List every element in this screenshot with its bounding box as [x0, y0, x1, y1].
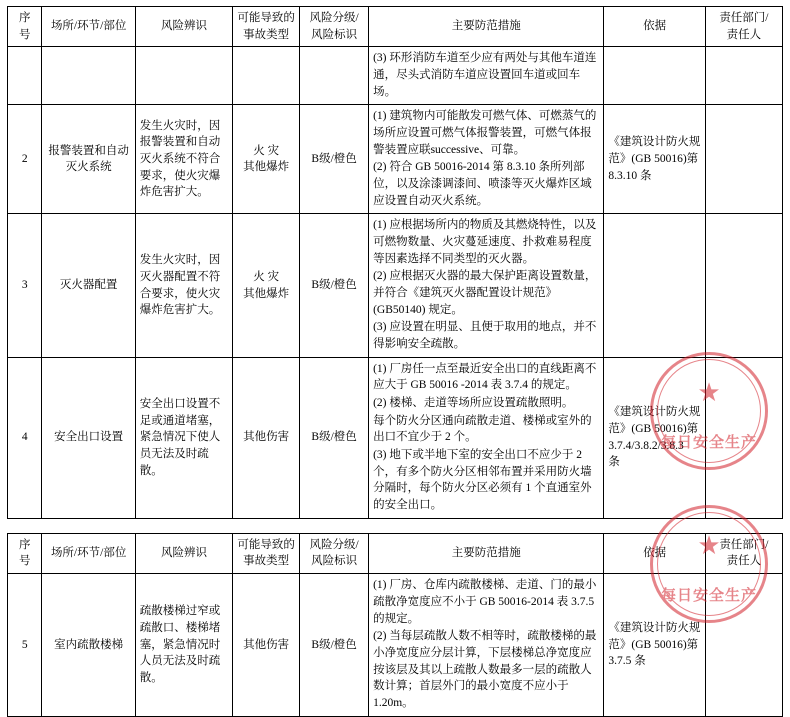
table-section-2 — [0, 533, 790, 717]
cell-seq: 4 — [8, 357, 42, 518]
cell-resp — [705, 214, 782, 357]
cell-risk: 疏散楼梯过窄或疏散口、楼梯堵塞，紧急情况时人员无法及时疏散。 — [135, 574, 232, 716]
header-basis: 依据 — [604, 533, 705, 573]
cell-measures: (1) 应根据场所内的物质及其燃烧特性，以及可燃物数量、火灾蔓延速度、扑救难易程度等因素选择不同类型的灭火器。 (2) 应根据灭火器的最大保护距离设置数量，并符合《建筑灭火器配置设计规范》(GB50140) 规定。 (3) 应设置在明显、且便于取用的地点，并不得影响安全疏散。 — [369, 214, 604, 357]
header-resp: 责任部门/ 责任人 — [705, 533, 782, 573]
cell-basis: 《建筑设计防火规 范》(GB 50016)第 8.3.10 条 — [604, 105, 705, 214]
cell-accident — [233, 47, 300, 105]
header-accident: 可能导致的 事故类型 — [233, 7, 300, 47]
cell-seq — [8, 47, 42, 105]
cell-measures: (1) 厂房、仓库内疏散楼梯、走道、门的最小疏散净宽度应不小于 GB 50016-2014 表 3.7.5 的规定。 (2) 当每层疏散人数不相等时，疏散楼梯的最小净宽度应分层计算，下层楼梯总净宽度应按该层及其以上疏散人数最多一层的疏散人数计算；首层外门的最小宽度不应小于 1.20m。 — [369, 574, 604, 716]
cell-measures: (1) 建筑物内可能散发可燃气体、可燃蒸气的场所应设置可燃气体报警装置，可燃气体报警装置应联successive、可靠。 (2) 符合 GB 50016-2014 第 8.3.10 条所列部位，以及涂漆调漆间、喷漆等灭火爆炸区域应设置自动灭火系统。 — [369, 105, 604, 214]
cell-level: B级/橙色 — [300, 357, 369, 518]
cell-seq: 3 — [8, 214, 42, 357]
header-accident: 可能导致的 事故类型 — [233, 533, 300, 573]
cell-resp — [705, 574, 782, 716]
cell-resp — [705, 105, 782, 214]
cell-basis — [604, 214, 705, 357]
header-measures: 主要防范措施 — [369, 533, 604, 573]
cell-basis: 《建筑设计防火规 范》(GB 50016)第 3.7.5 条 — [604, 574, 705, 716]
table-row — [8, 574, 783, 716]
page-break-gap — [0, 519, 790, 533]
cell-accident: 其他伤害 — [233, 357, 300, 518]
table-header-row — [8, 7, 783, 47]
table-row — [8, 105, 783, 214]
risk-table-2 — [7, 533, 783, 717]
cell-risk — [135, 47, 232, 105]
cell-measures: (3) 环形消防车道至少应有两处与其他车道连通，尽头式消防车道应设置回车道或回车场。 — [369, 47, 604, 105]
table-header-row — [8, 533, 783, 573]
star-icon: ★ — [697, 531, 721, 560]
cell-accident: 火 灾 其他爆炸 — [233, 105, 300, 214]
cell-risk: 发生火灾时，因灭火器配置不符合要求，使火灾爆炸危害扩大。 — [135, 214, 232, 357]
header-place: 场所/环节/部位 — [42, 533, 135, 573]
header-risk: 风险辨识 — [135, 7, 232, 47]
table-row — [8, 47, 783, 105]
cell-resp — [705, 357, 782, 518]
cell-level: B级/橙色 — [300, 105, 369, 214]
header-resp: 责任部门/ 责任人 — [705, 7, 782, 47]
table-row — [8, 357, 783, 518]
header-level: 风险分级/ 风险标识 — [300, 533, 369, 573]
header-basis: 依据 — [604, 7, 705, 47]
cell-place: 灭火器配置 — [42, 214, 135, 357]
cell-level — [300, 47, 369, 105]
cell-seq: 5 — [8, 574, 42, 716]
cell-seq: 2 — [8, 105, 42, 214]
header-seq: 序 号 — [8, 7, 42, 47]
header-risk: 风险辨识 — [135, 533, 232, 573]
header-level: 风险分级/ 风险标识 — [300, 7, 369, 47]
cell-place: 报警装置和自动灭火系统 — [42, 105, 135, 214]
cell-risk: 安全出口设置不足或通道堵塞，紧急情况下使人员无法及时疏散。 — [135, 357, 232, 518]
cell-level: B级/橙色 — [300, 214, 369, 357]
cell-place: 安全出口设置 — [42, 357, 135, 518]
cell-measures: (1) 厂房任一点至最近安全出口的直线距离不应大于 GB 50016 -2014 表 3.7.4 的规定。 (2) 楼梯、走道等场所应设置疏散照明。 每个防火分区通向疏散走道、楼梯或室外的出口不宜少于 2 个。 (3) 地下或半地下室的安全出口不应少于 2 个，有多个防火分区相邻布置并采用防火墙分隔时，每个防火分区必须有 1 个直通室外的安全出口。 — [369, 357, 604, 518]
table-row — [8, 214, 783, 357]
stamp-text: 每日安全生产 — [660, 435, 757, 451]
star-icon: ★ — [697, 378, 721, 407]
header-place: 场所/环节/部位 — [42, 7, 135, 47]
stamp-text: 每日安全生产 — [660, 588, 757, 604]
risk-table-1 — [7, 6, 783, 519]
cell-accident: 其他伤害 — [233, 574, 300, 716]
cell-basis — [604, 47, 705, 105]
cell-basis: 《建筑设计防火规 范》(GB 50016)第 3.7.4/3.8.2/3.8.3 条 — [604, 357, 705, 518]
header-measures: 主要防范措施 — [369, 7, 604, 47]
cell-accident: 火 灾 其他爆炸 — [233, 214, 300, 357]
cell-resp — [705, 47, 782, 105]
cell-place: 室内疏散楼梯 — [42, 574, 135, 716]
cell-level: B级/橙色 — [300, 574, 369, 716]
cell-place — [42, 47, 135, 105]
header-seq: 序 号 — [8, 533, 42, 573]
cell-risk: 发生火灾时，因报警装置和自动灭火系统不符合要求，使火灾爆炸危害扩大。 — [135, 105, 232, 214]
